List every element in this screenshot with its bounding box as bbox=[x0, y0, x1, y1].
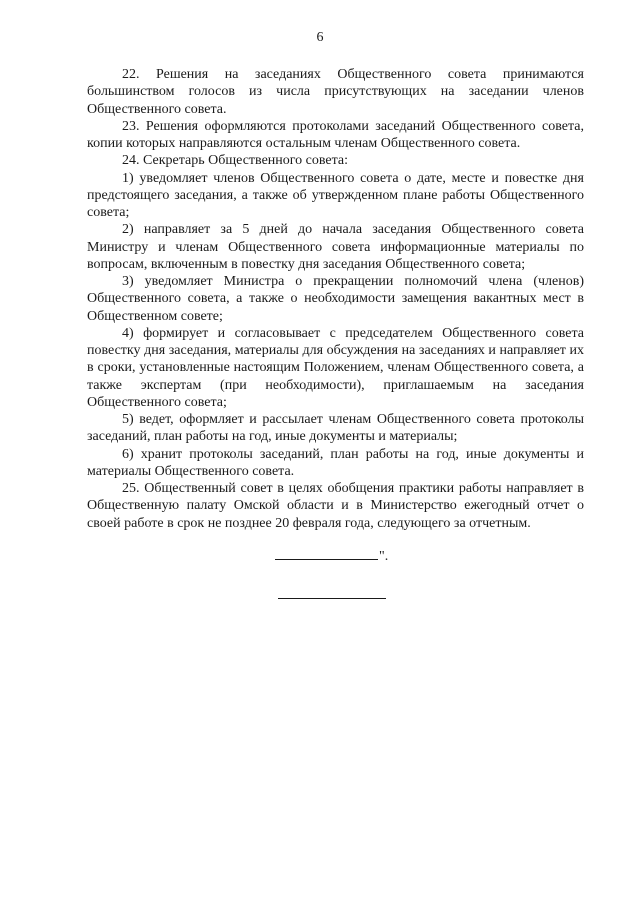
paragraph-24: 24. Секретарь Общественного совета: bbox=[122, 153, 349, 169]
paragraph-23: 23. Решения оформляются протоколами заседаний Общественного совета, копии которых направляются остальным членам Общественного совета. bbox=[87, 118, 584, 151]
paragraph-22: 22. Решения на заседаниях Общественного совета принимаются большинством голосов из числа присутствующих на заседании членов Общественного совета. bbox=[87, 67, 584, 117]
paragraph-24-item-2: 2) направляет за 5 дней до начала заседания Общественного совета Министру и членам Общественного совета информационные материалы по вопросам, включенным в повестку дня заседания Общественного совета; bbox=[87, 222, 584, 272]
document-body bbox=[87, 66, 584, 532]
paragraph-25: 25. Общественный совет в целях обобщения практики работы направляет в Общественную палату Омской области и в Министерство ежегодный отчет о своей работе в срок не позднее 20 февраля года, следующего за отчетным. bbox=[87, 481, 584, 531]
paragraph-24-item-1: 1) уведомляет членов Общественного совета о дате, месте и повестке дня предстоящего заседания, а также об утвержденном плане работы Общественного совета; bbox=[87, 170, 584, 220]
closing-signature-line bbox=[275, 549, 388, 565]
signature-underline bbox=[275, 559, 378, 560]
paragraph-24-item-5: 5) ведет, оформляет и рассылает членам Общественного совета протоколы заседаний, план работы на год, иные документы и материалы; bbox=[87, 412, 584, 445]
paragraph-24-item-4: 4) формирует и согласовывает с председателем Общественного совета повестку дня заседания, материалы для обсуждения на заседаниях и направляет их в сроки, установленные настоящим Положением, членам Общественного совета, а также экспертам (при необходимости), приглашаемым на заседания Общественного совета; bbox=[87, 325, 584, 410]
closing-quote-mark: ". bbox=[379, 549, 389, 564]
paragraph-24-item-3: 3) уведомляет Министра о прекращении полномочий члена (членов) Общественного совета, а также о необходимости замещения вакантных мест в Общественном совете; bbox=[87, 274, 584, 324]
page-number: 6 bbox=[316, 30, 324, 45]
paragraph-24-item-6: 6) хранит протоколы заседаний, план работы на год, иные документы и материалы Общественного совета. bbox=[87, 446, 584, 479]
end-of-document-rule bbox=[278, 598, 386, 599]
